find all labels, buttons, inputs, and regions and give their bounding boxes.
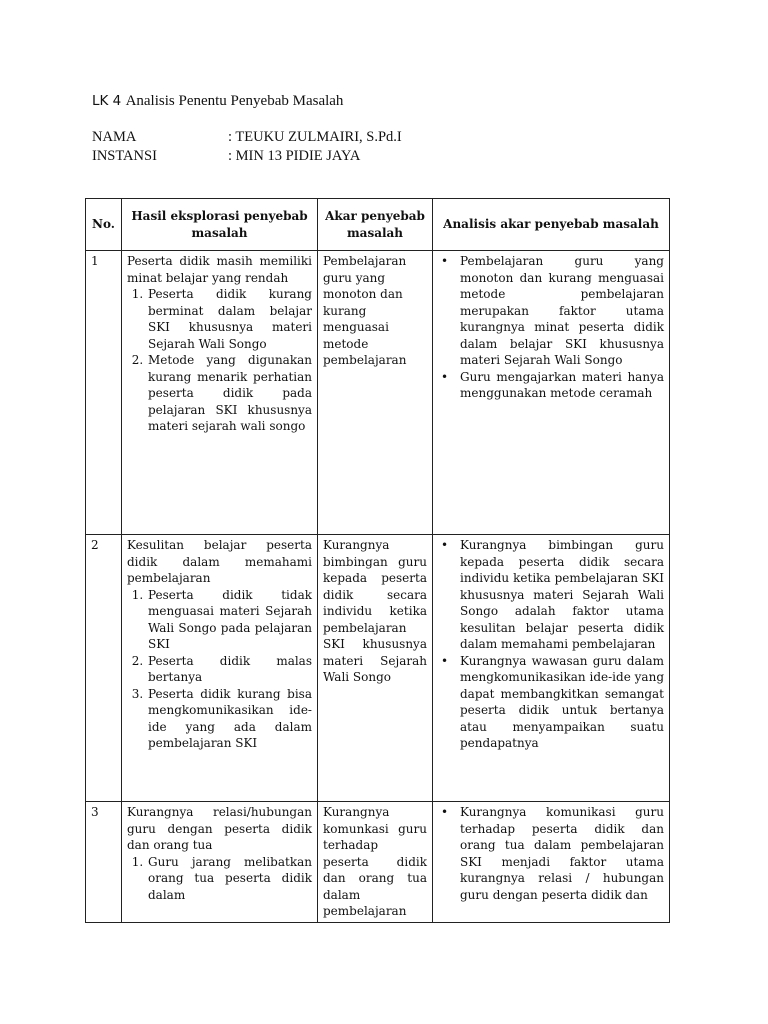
analisis-list: [438, 537, 664, 752]
hasil-cell: [122, 802, 318, 923]
row-number: 1: [86, 251, 122, 535]
analisis-cell: [433, 802, 670, 923]
instansi-value: : MIN 13 PIDIE JAYA: [228, 148, 361, 164]
list-item: • Kurangnya wawasan guru dalam mengkomunikasikan ide-ide yang dapat membangkitkan semangat peserta didik untuk bertanya atau menyampaikan suatu pendapatnya: [460, 653, 664, 752]
table-row: [86, 535, 670, 802]
akar-cell: Kurangnya komunkasi guru terhadap peserta didik dan orang tua dalam pembelajaran: [318, 802, 433, 923]
header-no: No.: [86, 199, 122, 251]
list-item: 1. Guru jarang melibatkan orang tua peserta didik dalam: [147, 854, 312, 904]
instansi-label: INSTANSI: [92, 148, 157, 164]
table-row: [86, 802, 670, 923]
document-title: [92, 93, 343, 110]
hasil-intro: Kurangnya relasi/hubungan guru dengan peserta didik dan orang tua: [127, 805, 312, 852]
nama-label: NAMA: [92, 129, 137, 145]
list-item: • Guru mengajarkan materi hanya menggunakan metode ceramah: [460, 369, 664, 402]
hasil-cell: [122, 535, 318, 802]
table-header-row: [86, 199, 670, 251]
hasil-list: [127, 587, 312, 752]
list-item: 1. Peserta didik tidak menguasai materi Sejarah Wali Songo pada pelajaran SKI: [147, 587, 312, 653]
list-item: • Kurangnya bimbingan guru kepada peserta didik secara individu ketika pembelajaran SKI khususnya materi Sejarah Wali Songo adalah faktor utama kesulitan belajar peserta didik dalam memahami pembelajaran: [460, 537, 664, 653]
nama-value: : TEUKU ZULMAIRI, S.Pd.I: [228, 129, 402, 145]
list-item: 2. Metode yang digunakan kurang menarik perhatian peserta didik pada pelajaran SKI khususnya materi sejarah wali songo: [147, 352, 312, 435]
akar-cell: Pembelajaran guru yang monoton dan kurang menguasai metode pembelajaran: [318, 251, 433, 535]
analisis-cell: [433, 251, 670, 535]
list-item: • Pembelajaran guru yang monoton dan kurang menguasai metode pembelajaran merupakan faktor utama kurangnya minat peserta didik dalam belajar SKI khususnya materi Sejarah Wali Songo: [460, 253, 664, 369]
hasil-intro: Peserta didik masih memiliki minat belajar yang rendah: [127, 254, 312, 285]
hasil-intro: Kesulitan belajar peserta didik dalam memahami pembelajaran: [127, 538, 312, 585]
row-number: 3: [86, 802, 122, 923]
analisis-list: [438, 804, 664, 903]
hasil-list: [127, 854, 312, 904]
row-number: 2: [86, 535, 122, 802]
analisis-cell: [433, 535, 670, 802]
instansi-row: [92, 148, 692, 168]
nama-row: [92, 129, 692, 149]
list-item: 3. Peserta didik kurang bisa mengkomunikasikan ide-ide yang ada dalam pembelajaran SKI: [147, 686, 312, 752]
header-hasil: Hasil eksplorasi penyebab masalah: [122, 199, 318, 251]
analisis-list: [438, 253, 664, 402]
list-item: • Kurangnya komunikasi guru terhadap peserta didik dan orang tua dalam pembelajaran SKI menjadi faktor utama kurangnya relasi / hubungan guru dengan peserta didik dan: [460, 804, 664, 903]
lk-label: LK 4: [92, 93, 122, 109]
akar-cell: Kurangnya bimbingan guru kepada peserta didik secara individu ketika pembelajaran SKI khususnya materi Sejarah Wali Songo: [318, 535, 433, 802]
header-akar: Akar penyebab masalah: [318, 199, 433, 251]
list-item: 2. Peserta didik malas bertanya: [147, 653, 312, 686]
title-text: Analisis Penentu Penyebab Masalah: [125, 93, 344, 109]
hasil-list: [127, 286, 312, 435]
list-item: 1. Peserta didik kurang berminat dalam belajar SKI khususnya materi Sejarah Wali Songo: [147, 286, 312, 352]
header-analisis: Analisis akar penyebab masalah: [433, 199, 670, 251]
analysis-table: [85, 198, 670, 923]
table-row: [86, 251, 670, 535]
hasil-cell: [122, 251, 318, 535]
